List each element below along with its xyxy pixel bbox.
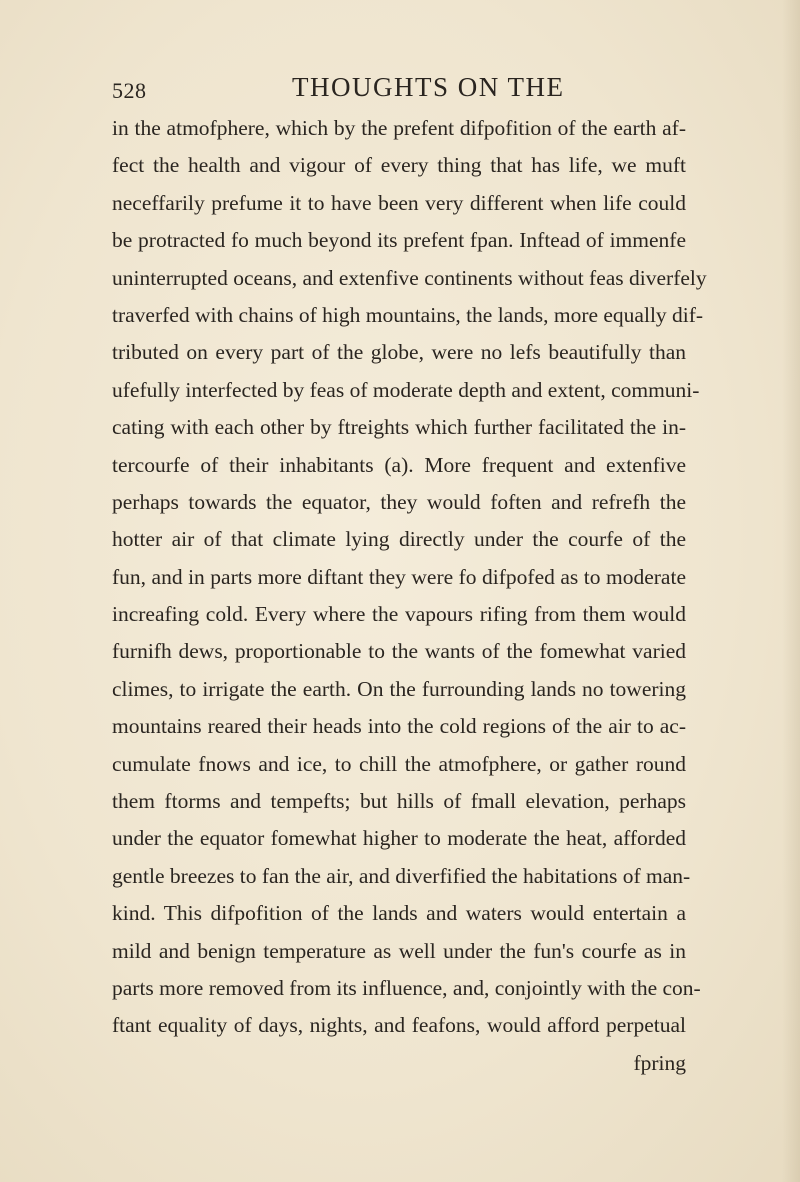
text-line: tercourfe of their inhabitants (a). More frequent and extenfive xyxy=(112,452,686,477)
text-line: traverfed with chains of high mountains, the lands, more equally dif- xyxy=(112,302,704,327)
page-edge-shadow xyxy=(782,0,800,1182)
text-line: tributed on every part of the globe, were no lefs beautifully than xyxy=(112,340,686,365)
body-text xyxy=(112,110,707,1082)
text-line: climes, to irrigate the earth. On the furrounding lands no towering xyxy=(112,676,686,701)
text-line: ufefully interfected by feas of moderate depth and extent, communi- xyxy=(112,377,700,402)
text-line: increafing cold. Every where the vapours rifing from them would xyxy=(112,602,686,627)
page-header xyxy=(112,72,692,112)
text-line: neceffarily prefume it to have been very different when life could xyxy=(112,190,686,215)
running-head: THOUGHTS ON THE xyxy=(292,72,565,102)
text-line: be protracted fo much beyond its prefent fpan. Inftead of immenfe xyxy=(112,228,686,253)
text-line: in the atmofphere, which by the prefent difpofition of the earth af- xyxy=(112,116,686,140)
text-line: uninterrupted oceans, and extenfive continents without feas diverfely xyxy=(112,265,707,290)
text-line: kind. This difpofition of the lands and waters would entertain a xyxy=(112,901,686,926)
page-number: 528 xyxy=(112,78,147,103)
text-line: gentle breezes to fan the air, and diverfified the habitations of man- xyxy=(112,863,691,888)
text-line: cumulate fnows and ice, to chill the atmofphere, or gather round xyxy=(112,751,686,776)
text-line: fun, and in parts more diftant they were fo difpofed as to moderate xyxy=(112,564,686,589)
text-line: ftant equality of days, nights, and feafons, would afford perpetual xyxy=(112,1013,686,1038)
text-line: mountains reared their heads into the cold regions of the air to ac- xyxy=(112,714,686,739)
text-line: them ftorms and tempefts; but hills of fmall elevation, perhaps xyxy=(112,789,686,814)
text-line: mild and benign temperature as well under the fun's courfe as in xyxy=(112,938,686,963)
text-line: parts more removed from its influence, and, conjointly with the con- xyxy=(112,975,701,1000)
text-line: cating with each other by ftreights which further facilitated the in- xyxy=(112,415,686,440)
text-line: fect the health and vigour of every thing that has life, we muft xyxy=(112,153,686,178)
text-line: under the equator fomewhat higher to moderate the heat, afforded xyxy=(112,826,686,851)
catchword: fpring xyxy=(633,1050,686,1075)
text-line: furnifh dews, proportionable to the wants of the fomewhat varied xyxy=(112,639,686,664)
text-line: perhaps towards the equator, they would foften and refrefh the xyxy=(112,489,686,514)
text-line: hotter air of that climate lying directly under the courfe of the xyxy=(112,527,686,552)
